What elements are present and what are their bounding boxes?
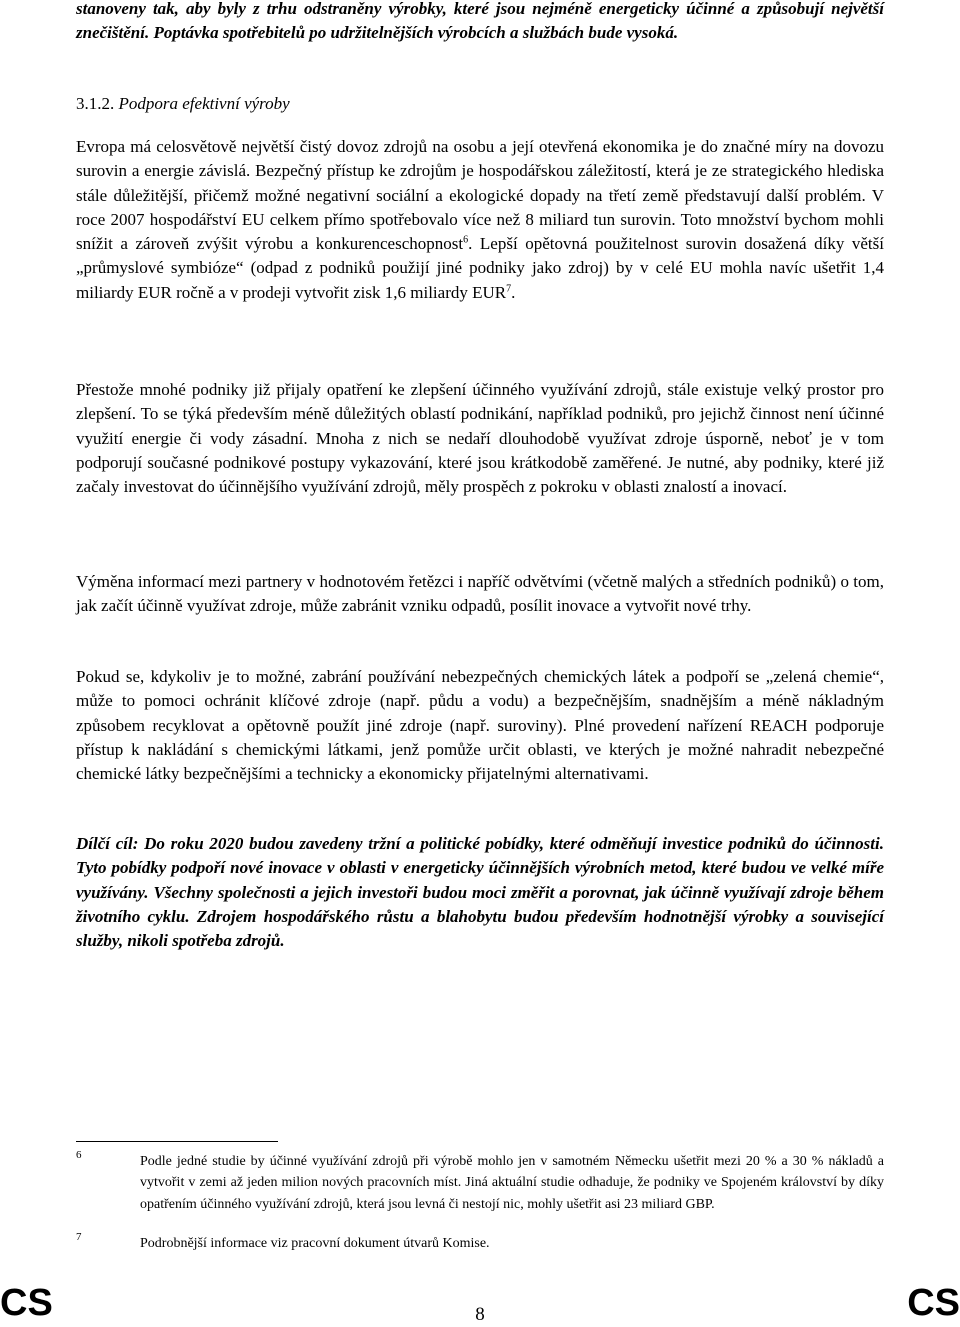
footnote-ref-6[interactable]: 6 bbox=[463, 234, 469, 246]
subgoal-paragraph: Dílčí cíl: Do roku 2020 budou zavedeny tržní a politické pobídky, které odměňují investice podniků do účinnosti. Tyto pobídky podpoří nové inovace v oblasti v energeticky účinnějších výrobních metod, které budou ve velké míře využívány. Všechny společnosti a jejich investoři budou moci změřit a porovnat, jak účinně využívají zdroje během životního cyklu. Zdrojem hospodářského růstu a blahobytu budou především hodnotnější výrobky a související služby, nikoli spotřeba zdrojů. bbox=[76, 834, 884, 951]
footnote-text: Podle jedné studie by účinné využívání zdrojů při výrobě mohlo jen v samotném Německu ušetřit mezi 20 % a 30 % nákladů a vytvořit v zemi až jeden milion nových pracovních míst. Jiná aktuální studie odhaduje, že podniky ve Spojeném království by díky opatřením účinného využívání zdrojů, která jsou levná či nestojí nic, mohly ušetřit asi 23 miliard GBP. bbox=[140, 1154, 884, 1212]
body-paragraph-4: Pokud se, kdykoliv je to možné, zabrání používání nebezpečných chemických látek a podpoří se „zelená chemie“, může to pomoci ochránit klíčové zdroje (např. půdu a vodu) a bezpečnějším, snadnějším a méně nákladným způsobem recyklovat a opětovně použít jiné zdroje (např. suroviny). Plné provedení nařízení REACH podporuje přístup k nakládání s chemickými látkami, jenž pomůže určit oblasti, ve kterých je možné nahradit nebezpečné chemické látky bezpečnějšími a technicky a ekonomicky přijatelnými alternativami. bbox=[76, 667, 884, 784]
section-number: 3.1.2. bbox=[76, 94, 115, 113]
para1-text-b: . Lepší opětovná použitelnost surovin dosažená díky větší „průmyslové symbióze“ (odpad z podniků použijí jiné podniky jako zdroj) by v celé EU mohla navíc ušetřit 1,4 miliardy EUR ročně a v prodeji vytvořit zisk 1,6 miliardy EUR bbox=[76, 234, 884, 302]
section-title: Podpora efektivní výroby bbox=[118, 94, 290, 113]
language-code-right: CS bbox=[907, 1282, 960, 1324]
para1-text-c: . bbox=[511, 282, 516, 302]
body-paragraph-1 bbox=[76, 135, 884, 305]
body-paragraph-2: Přestože mnohé podniky již přijaly opatření ke zlepšení účinného využívání zdrojů, stále existuje velký prostor pro zlepšení. To se týká především méně důležitých oblastí podnikání, například podniků, pro jejichž činnost není účinné využití energie či vody zásadní. Mnoha z nich se nedaří dlouhodobě využívat zdroje úsporně, neboť je v tom podporují současné podnikové postupy vykazování, které jsou krátkodobě zaměřené. Je nutné, aby podniky, které již začaly investovat do účinnějšího využívání zdrojů, měly prospěch z pokroku v oblasti znalostí a inovací. bbox=[76, 380, 884, 497]
body-paragraph-3: Výměna informací mezi partnery v hodnotovém řetězci i napříč odvětvími (včetně malých a středních podniků) o tom, jak začít účinně využívat zdroje, může zabránit vzniku odpadů, posílit inovace a vytvořit nové trhy. bbox=[76, 572, 884, 616]
footnote-mark: 7 bbox=[76, 1231, 82, 1243]
intro-paragraph: stanoveny tak, aby byly z trhu odstraněny výrobky, které jsou nejméně energeticky účinné a způsobují největší znečištění. Poptávka spotřebitelů po udržitelnějších výrobcích a službách bude vysoká. bbox=[76, 0, 884, 43]
footnote-ref-7[interactable]: 7 bbox=[506, 283, 512, 295]
language-code-left: CS bbox=[0, 1282, 53, 1324]
footnote-separator bbox=[76, 1141, 278, 1142]
para1-text-a: Evropa má celosvětově největší čistý dovoz zdrojů na osobu a její otevřená ekonomika je do značné míry na dovozu surovin a energie závislá. Bezpečný přístup ke zdrojům je hospodářskou záležitostí, která je ze strategického hlediska stále důležitější, přičemž možné negativní sociální a ekologické dopady na třetí země představují další problém. V roce 2007 hospodářství EU celkem přímo spotřebovalo více než 8 miliard tun surovin. Toto množství bychom mohli snížit a zároveň zvýšit výrobu a konkurenceschopnost bbox=[76, 137, 884, 254]
page-number: 8 bbox=[475, 1304, 485, 1325]
footnote-text: Podrobnější informace viz pracovní dokument útvarů Komise. bbox=[140, 1236, 490, 1251]
section-heading bbox=[76, 92, 290, 116]
footnote-mark: 6 bbox=[76, 1149, 82, 1161]
